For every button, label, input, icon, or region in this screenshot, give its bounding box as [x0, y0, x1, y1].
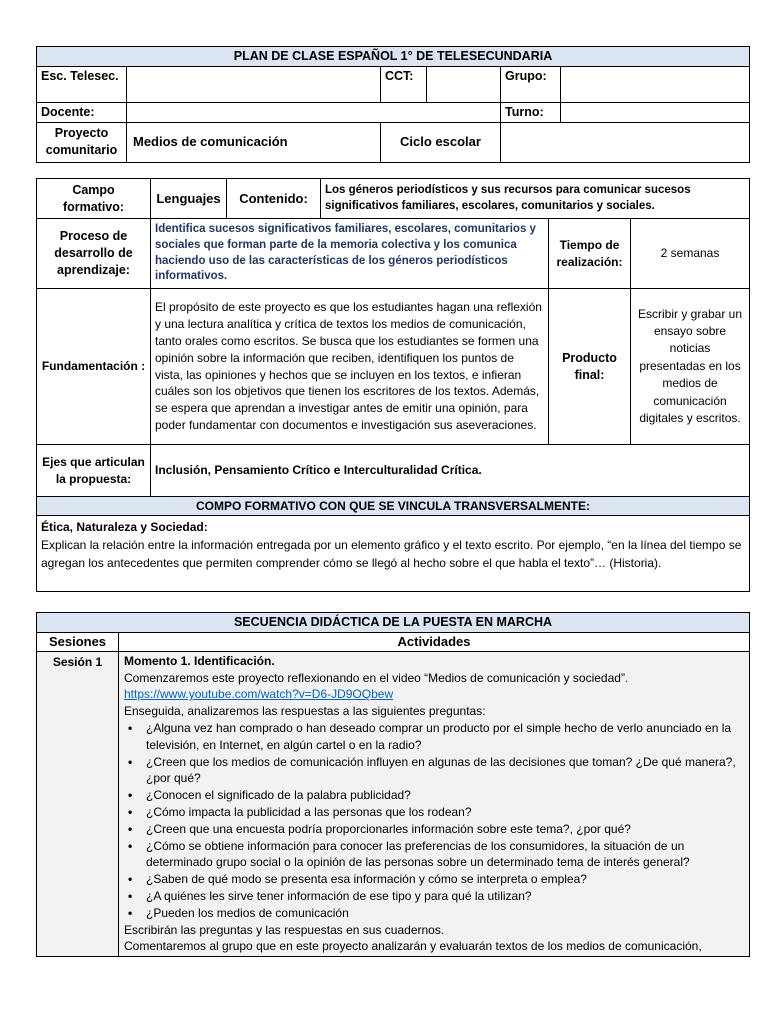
contenido-value: Los géneros periodísticos y sus recursos para comunicar sucesos significativos familiares, escolares, comunitarios y sociales. [321, 179, 750, 219]
pda-label: Proceso de desarrollo de aprendizaje: [37, 219, 151, 289]
enseguida-text: Enseguida, analizaremos las respuestas a las siguientes preguntas: [124, 704, 486, 719]
col-actividades: Actividades [119, 632, 750, 651]
compo-cell [37, 516, 750, 592]
contenido-label: Contenido: [227, 179, 321, 219]
video-link[interactable]: https://www.youtube.com/watch?v=D6-JD9OQbew [124, 687, 394, 702]
session-activities [119, 651, 750, 956]
ejes-value: Inclusión, Pensamiento Crítico e Interculturalidad Crítica. [151, 445, 750, 497]
esc-label: Esc. Telesec. [37, 66, 127, 102]
docente-field[interactable] [127, 102, 501, 122]
ejes-label: Ejes que articulan la propuesta: [37, 445, 151, 497]
compo-text: Explican la relación entre la información entregada por un elemento gráfico y el texto escrito. Por ejemplo, “en la línea del tiempo se agregan los antecedentes que permiten comprender cómo se llegó al hecho sobre el que habla el texto”… (Historia). [41, 538, 742, 571]
turno-field[interactable] [561, 102, 750, 122]
question-item: • ¿Conocen el significado de la palabra publicidad? [124, 787, 744, 804]
grupo-field[interactable] [561, 66, 750, 102]
proyecto-value: Medios de comunicación [127, 122, 381, 162]
tiempo-label: Tiempo de realización: [549, 219, 631, 289]
col-sesiones: Sesiones [37, 632, 119, 651]
question-item: • ¿Cómo se obtiene información para conocer las preferencias de los consumidores, la situación de un determinado grupo social o la opinión de las personas sobre un determinado tema de interés general? [124, 838, 744, 872]
cct-field[interactable] [427, 66, 501, 102]
questions-list [124, 720, 744, 922]
compo-header: COMPO FORMATIVO CON QUE SE VINCULA TRANSVERSALMENTE: [37, 497, 750, 516]
producto-value: Escribir y grabar un ensayo sobre noticias presentadas en los medios de comunicación digitales y escritos. [631, 289, 750, 445]
fund-value: El propósito de este proyecto es que los estudiantes hagan una reflexión y una lectura analítica y crítica de textos los medios de comunicación, tanto orales como escritos. Se busca que los estudiantes se formen una opinión sobre la información que reciben, identifiquen los puntos de vista, las opiniones y hechos que se incluyen en los textos, e infieran cuáles son los objetivos que tienen los escritores de los textos. Además, se espera que aprendan a investigar antes de emitir una opinión, para poder fundamentar con documentos e investigación sus aseveraciones. [151, 289, 549, 445]
question-item: • ¿A quiénes les sirve tener información de ese tipo y para qué la utilizan? [124, 888, 744, 905]
closing-text-1: Escribirán las preguntas y las respuestas en sus cuadernos. [124, 922, 445, 937]
plan-header-table [36, 46, 750, 163]
campo-label: Campo formativo: [37, 179, 151, 219]
closing-text-2: Comentaremos al grupo que en este proyecto analizarán y evaluarán textos de los medios de comunicación, [124, 939, 702, 954]
cct-label: CCT: [381, 66, 427, 102]
campo-value: Lenguajes [151, 179, 227, 219]
question-item: • ¿Cómo impacta la publicidad a las personas que los rodean? [124, 804, 744, 821]
pda-value: Identifica sucesos significativos familiares, escolares, comunitarios y sociales que forman parte de la memoria colectiva y los comunica haciendo uso de las características de los géneros periodísticos informativos. [151, 219, 549, 289]
docente-label: Docente: [37, 102, 127, 122]
question-item: • ¿Creen que los medios de comunicación influyen en algunas de las decisiones que toman? ¿De qué manera?, ¿por qué? [124, 754, 744, 788]
session-label: Sesión 1 [37, 651, 119, 956]
ciclo-label: Ciclo escolar [381, 122, 501, 162]
question-item: • ¿Alguna vez han comprado o han deseado comprar un producto por el simple hecho de verlo anunciado en la televisión, en Internet, en algún cartel o en la radio? [124, 720, 744, 754]
proyecto-label: Proyecto comunitario [37, 122, 127, 162]
question-item: • ¿Creen que una encuesta podría proporcionarles información sobre este tema?, ¿por qué? [124, 821, 744, 838]
fund-label: Fundamentación : [37, 289, 151, 445]
secuencia-table [36, 612, 750, 957]
momento-title: Momento 1. Identificación. [124, 653, 275, 668]
plan-detail-table [36, 178, 750, 592]
grupo-label: Grupo: [501, 66, 561, 102]
turno-label: Turno: [501, 102, 561, 122]
esc-field[interactable] [127, 66, 381, 102]
producto-label: Producto final: [549, 289, 631, 445]
intro-text: Comenzaremos este proyecto reflexionando en el video “Medios de comunicación y sociedad”. [124, 670, 629, 685]
ciclo-field[interactable] [501, 122, 750, 162]
tiempo-value: 2 semanas [631, 219, 750, 289]
plan-title: PLAN DE CLASE ESPAÑOL 1° DE TELESECUNDARIA [37, 47, 750, 67]
secuencia-title: SECUENCIA DIDÁCTICA DE LA PUESTA EN MARCHA [37, 613, 750, 633]
question-item: • ¿Pueden los medios de comunicación [124, 905, 744, 922]
question-item: • ¿Saben de qué modo se presenta esa información y cómo se interpreta o emplea? [124, 871, 744, 888]
compo-title: Ética, Naturaleza y Sociedad: [41, 520, 208, 535]
